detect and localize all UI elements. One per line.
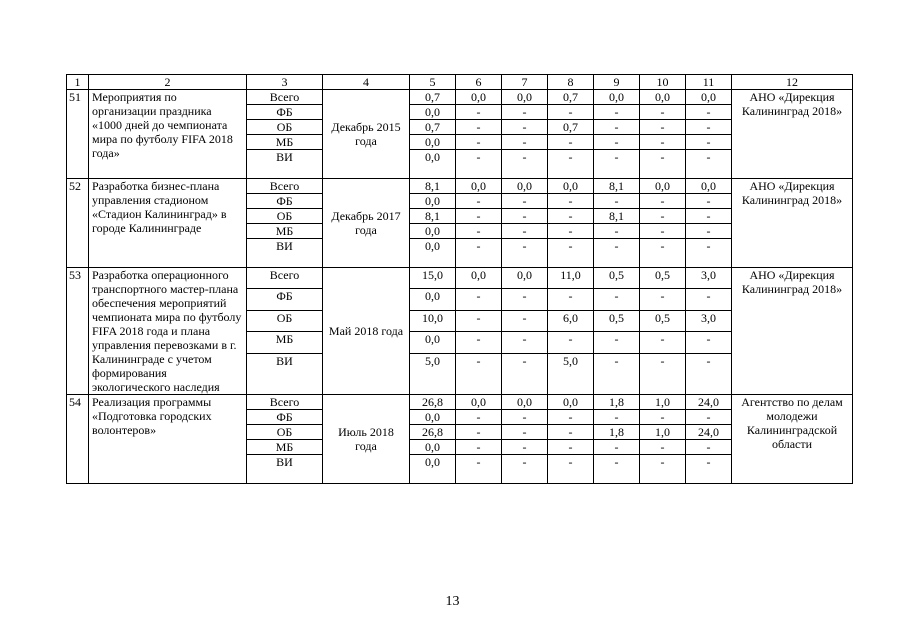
year-value: - [456, 353, 502, 394]
year-value: - [686, 353, 732, 394]
total-value: 26,8 [410, 425, 456, 440]
year-value: 0,5 [594, 310, 640, 331]
year-value: - [456, 120, 502, 135]
year-value: - [640, 105, 686, 120]
table-row [67, 268, 853, 289]
header-cell: 5 [410, 75, 456, 90]
funding-source: ОБ [247, 209, 323, 224]
year-value: - [640, 194, 686, 209]
year-value: - [548, 455, 594, 484]
year-value: 0,0 [502, 90, 548, 105]
responsible-org: Агентство по делам молодежи Калининградской области [732, 395, 853, 484]
year-value: 0,0 [640, 90, 686, 105]
year-value: - [686, 289, 732, 310]
year-value: 0,0 [686, 179, 732, 194]
year-value: - [640, 332, 686, 353]
year-value: 0,0 [502, 179, 548, 194]
funding-source: ФБ [247, 105, 323, 120]
year-value: - [502, 194, 548, 209]
activity-name: Разработка операционного транспортного мастер-плана обеспечения мероприятий чемпионата мира по футболу FIFA 2018 года и плана управления перевозками в г. Калининграде с учетом формирования экологического наследия [89, 268, 247, 395]
funding-source: МБ [247, 135, 323, 150]
year-value: - [456, 150, 502, 179]
deadline: Июль 2018 года [323, 395, 410, 484]
year-value: - [686, 150, 732, 179]
total-value: 15,0 [410, 268, 456, 289]
year-value: - [686, 135, 732, 150]
total-value: 0,0 [410, 105, 456, 120]
year-value: 8,1 [594, 179, 640, 194]
year-value: - [686, 332, 732, 353]
year-value: - [502, 224, 548, 239]
year-value: - [594, 224, 640, 239]
funding-source: Всего [247, 90, 323, 105]
table-row [67, 395, 853, 410]
year-value: 3,0 [686, 268, 732, 289]
year-value: - [456, 209, 502, 224]
year-value: - [594, 353, 640, 394]
year-value: - [456, 440, 502, 455]
year-value: - [640, 239, 686, 268]
year-value: - [594, 239, 640, 268]
funding-source: ВИ [247, 239, 323, 268]
program-table [66, 74, 853, 484]
year-value: - [502, 440, 548, 455]
year-value: - [594, 120, 640, 135]
year-value: - [502, 209, 548, 224]
year-value: - [502, 353, 548, 394]
year-value: - [594, 105, 640, 120]
header-row [67, 75, 853, 90]
year-value: 5,0 [548, 353, 594, 394]
year-value: - [502, 239, 548, 268]
year-value: - [686, 455, 732, 484]
year-value: - [594, 332, 640, 353]
year-value: - [594, 410, 640, 425]
total-value: 10,0 [410, 310, 456, 331]
year-value: - [548, 332, 594, 353]
activity-name: Мероприятия по организации праздника «1000 дней до чемпионата мира по футболу FIFA 2018 года» [89, 90, 247, 179]
year-value: - [502, 289, 548, 310]
page-number: 13 [445, 594, 460, 609]
year-value: - [548, 135, 594, 150]
deadline: Декабрь 2015 года [323, 90, 410, 179]
year-value: - [548, 289, 594, 310]
header-cell: 6 [456, 75, 502, 90]
responsible-org: АНО «Дирекция Калининград 2018» [732, 268, 853, 395]
header-cell: 11 [686, 75, 732, 90]
funding-source: ВИ [247, 455, 323, 484]
year-value: - [594, 135, 640, 150]
header-cell: 8 [548, 75, 594, 90]
total-value: 0,0 [410, 440, 456, 455]
year-value: - [456, 332, 502, 353]
year-value: - [502, 455, 548, 484]
total-value: 0,0 [410, 224, 456, 239]
total-value: 8,1 [410, 179, 456, 194]
year-value: - [640, 209, 686, 224]
year-value: 6,0 [548, 310, 594, 331]
year-value: - [640, 353, 686, 394]
year-value: - [640, 440, 686, 455]
deadline: Май 2018 года [323, 268, 410, 395]
header-cell: 9 [594, 75, 640, 90]
year-value: - [456, 135, 502, 150]
year-value: - [456, 455, 502, 484]
responsible-org: АНО «Дирекция Калининград 2018» [732, 179, 853, 268]
year-value: - [548, 150, 594, 179]
total-value: 0,7 [410, 90, 456, 105]
year-value: - [640, 224, 686, 239]
year-value: - [502, 120, 548, 135]
year-value: - [456, 425, 502, 440]
year-value: - [640, 455, 686, 484]
total-value: 0,0 [410, 194, 456, 209]
funding-source: Всего [247, 179, 323, 194]
total-value: 0,0 [410, 150, 456, 179]
year-value: - [686, 239, 732, 268]
funding-source: ОБ [247, 120, 323, 135]
year-value: 0,7 [548, 90, 594, 105]
year-value: - [502, 150, 548, 179]
year-value: - [548, 239, 594, 268]
year-value: 24,0 [686, 395, 732, 410]
row-number: 52 [67, 179, 89, 268]
year-value: - [548, 440, 594, 455]
year-value: - [640, 150, 686, 179]
funding-source: МБ [247, 224, 323, 239]
header-cell: 3 [247, 75, 323, 90]
year-value: - [640, 410, 686, 425]
year-value: - [686, 209, 732, 224]
header-cell: 7 [502, 75, 548, 90]
year-value: 0,0 [548, 179, 594, 194]
year-value: - [594, 455, 640, 484]
year-value: 0,0 [594, 90, 640, 105]
year-value: 1,8 [594, 425, 640, 440]
funding-source: ФБ [247, 410, 323, 425]
year-value: - [502, 410, 548, 425]
year-value: 0,0 [456, 268, 502, 289]
year-value: - [640, 135, 686, 150]
funding-source: МБ [247, 440, 323, 455]
total-value: 0,0 [410, 332, 456, 353]
total-value: 5,0 [410, 353, 456, 394]
year-value: 0,0 [502, 395, 548, 410]
total-value: 8,1 [410, 209, 456, 224]
total-value: 0,0 [410, 135, 456, 150]
year-value: - [548, 194, 594, 209]
year-value: - [456, 410, 502, 425]
year-value: - [548, 425, 594, 440]
funding-source: ВИ [247, 353, 323, 394]
funding-source: ВИ [247, 150, 323, 179]
activity-name: Реализация программы «Подготовка городских волонтеров» [89, 395, 247, 484]
year-value: - [686, 120, 732, 135]
funding-source: Всего [247, 268, 323, 289]
year-value: 0,0 [548, 395, 594, 410]
row-number: 53 [67, 268, 89, 395]
year-value: 0,5 [594, 268, 640, 289]
funding-source: Всего [247, 395, 323, 410]
year-value: - [686, 194, 732, 209]
year-value: - [686, 440, 732, 455]
year-value: 3,0 [686, 310, 732, 331]
year-value: - [456, 289, 502, 310]
total-value: 0,0 [410, 289, 456, 310]
year-value: - [456, 105, 502, 120]
deadline: Декабрь 2017 года [323, 179, 410, 268]
year-value: - [502, 332, 548, 353]
year-value: - [594, 440, 640, 455]
year-value: 0,7 [548, 120, 594, 135]
funding-source: ОБ [247, 425, 323, 440]
year-value: - [548, 224, 594, 239]
year-value: - [594, 289, 640, 310]
header-cell: 2 [89, 75, 247, 90]
table-body [67, 75, 853, 484]
year-value: - [686, 105, 732, 120]
total-value: 0,0 [410, 239, 456, 268]
year-value: - [594, 194, 640, 209]
table-row [67, 90, 853, 105]
funding-source: ОБ [247, 310, 323, 331]
year-value: - [502, 135, 548, 150]
total-value: 26,8 [410, 395, 456, 410]
year-value: 0,5 [640, 268, 686, 289]
year-value: - [456, 224, 502, 239]
funding-source: ФБ [247, 194, 323, 209]
year-value: 0,0 [456, 179, 502, 194]
year-value: - [456, 239, 502, 268]
year-value: - [686, 224, 732, 239]
year-value: - [640, 289, 686, 310]
funding-source: МБ [247, 332, 323, 353]
year-value: - [640, 120, 686, 135]
year-value: - [548, 105, 594, 120]
row-number: 51 [67, 90, 89, 179]
total-value: 0,0 [410, 455, 456, 484]
total-value: 0,0 [410, 410, 456, 425]
header-cell: 4 [323, 75, 410, 90]
year-value: - [456, 194, 502, 209]
activity-name: Разработка бизнес-плана управления стадионом «Стадион Калининград» в городе Калининграде [89, 179, 247, 268]
header-cell: 10 [640, 75, 686, 90]
year-value: 0,0 [456, 395, 502, 410]
header-cell: 12 [732, 75, 853, 90]
year-value: 8,1 [594, 209, 640, 224]
year-value: 11,0 [548, 268, 594, 289]
header-cell: 1 [67, 75, 89, 90]
year-value: 0,0 [456, 90, 502, 105]
year-value: 0,0 [502, 268, 548, 289]
year-value: - [548, 209, 594, 224]
year-value: 0,0 [640, 179, 686, 194]
year-value: - [686, 410, 732, 425]
year-value: - [502, 105, 548, 120]
year-value: 24,0 [686, 425, 732, 440]
year-value: - [502, 425, 548, 440]
total-value: 0,7 [410, 120, 456, 135]
responsible-org: АНО «Дирекция Калининград 2018» [732, 90, 853, 179]
year-value: 1,0 [640, 425, 686, 440]
year-value: - [502, 310, 548, 331]
funding-source: ФБ [247, 289, 323, 310]
year-value: - [548, 410, 594, 425]
row-number: 54 [67, 395, 89, 484]
year-value: 1,0 [640, 395, 686, 410]
year-value: 1,8 [594, 395, 640, 410]
table-row [67, 179, 853, 194]
year-value: 0,5 [640, 310, 686, 331]
year-value: - [594, 150, 640, 179]
year-value: - [456, 310, 502, 331]
year-value: 0,0 [686, 90, 732, 105]
